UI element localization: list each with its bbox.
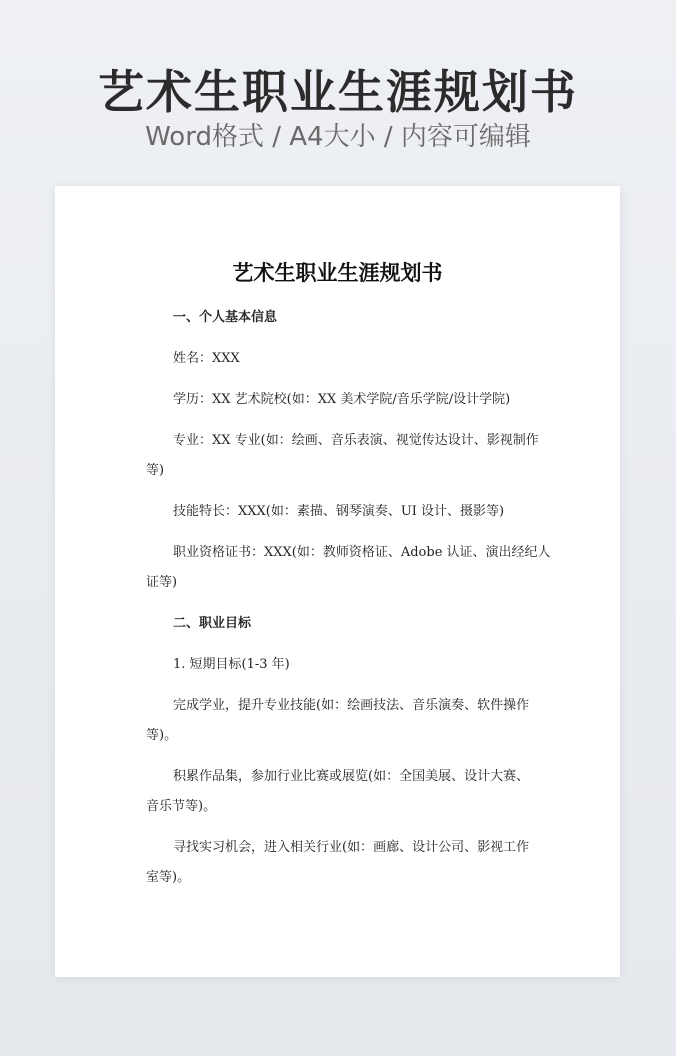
section-heading-personal-info: 一、个人基本信息 [173, 310, 278, 325]
skills-line: 技能特长：XXX(如：素描、钢琴演奏、UI 设计、摄影等) [173, 504, 505, 519]
goal-paragraph-1: 完成学业，提升专业技能(如：绘画技法、音乐演奏、软件操作 [173, 698, 530, 713]
certificate-line-continued: 证等) [146, 575, 178, 590]
certificate-line: 职业资格证书：XXX(如：教师资格证、Adobe 认证、演出经纪人 [173, 545, 551, 560]
goal-paragraph-1-continued: 等)。 [146, 728, 178, 743]
goal-paragraph-2-continued: 音乐节等)。 [146, 799, 217, 814]
goal-paragraph-3-continued: 室等)。 [146, 870, 191, 885]
section-heading-career-goals: 二、职业目标 [173, 616, 252, 631]
document-title: 艺术生职业生涯规划书 [232, 260, 443, 285]
short-term-goal-heading: 1. 短期目标(1-3 年) [173, 657, 290, 672]
school-line: 学历：XX 艺术院校(如：XX 美术学院/音乐学院/设计学院) [173, 392, 511, 407]
banner-title: 艺术生职业生涯规划书 [98, 65, 578, 119]
goal-paragraph-2: 积累作品集，参加行业比赛或展览(如：全国美展、设计大赛、 [173, 769, 530, 784]
goal-paragraph-3: 寻找实习机会，进入相关行业(如：画廊、设计公司、影视工作 [173, 840, 530, 855]
major-line-continued: 等) [146, 463, 165, 478]
major-line: 专业：XX 专业(如：绘画、音乐表演、视觉传达设计、影视制作 [173, 433, 539, 448]
document-page [55, 186, 620, 977]
banner-subtitle: Word格式 / A4大小 / 内容可编辑 [145, 122, 531, 152]
name-line: 姓名：XXX [173, 351, 240, 366]
